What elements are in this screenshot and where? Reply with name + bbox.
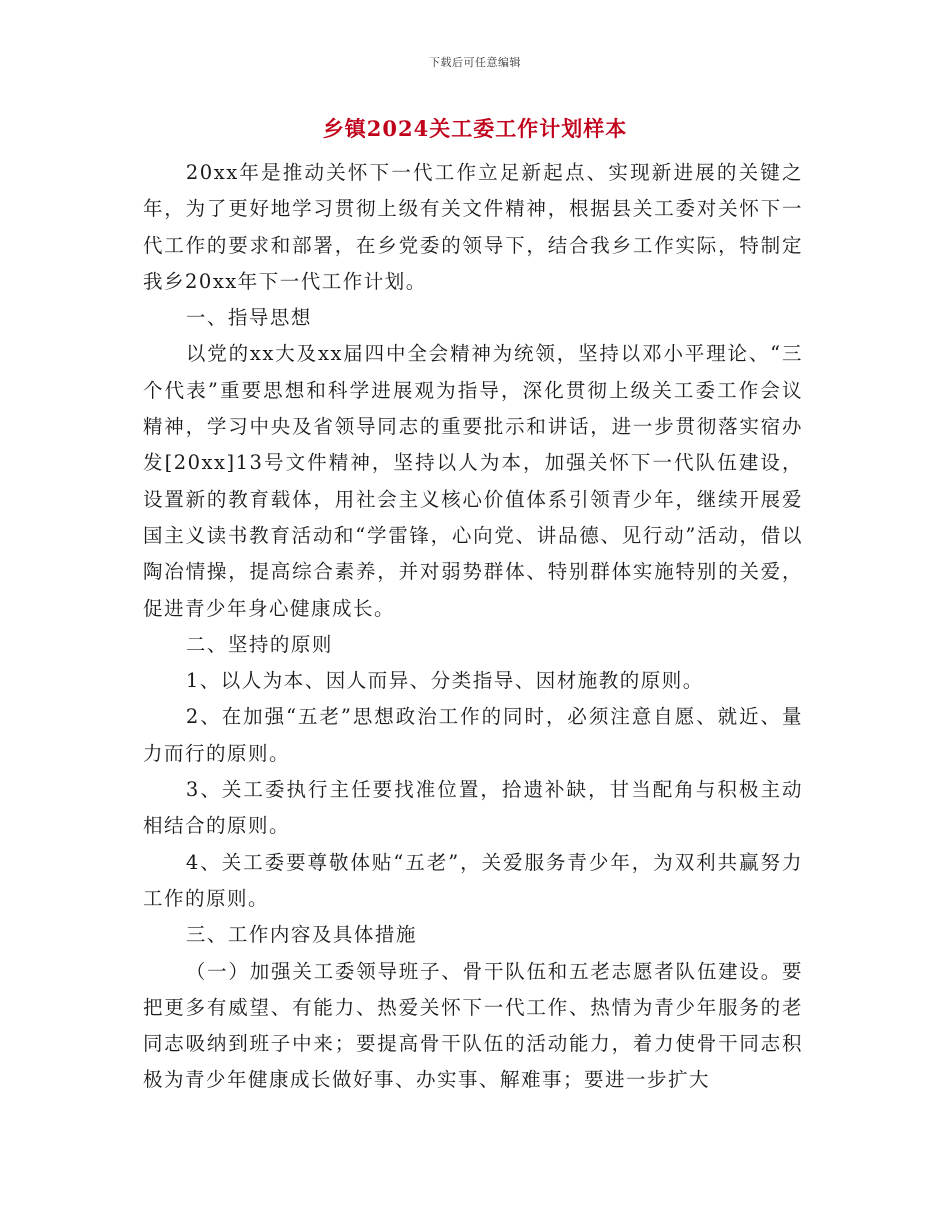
header-note: 下载后可任意编辑 bbox=[429, 56, 521, 69]
principle-item-1: 1、以人为本、因人而异、分类指导、因材施教的原则。 bbox=[185, 669, 704, 693]
section-heading-guiding-ideology: 一、指导思想 bbox=[185, 306, 312, 330]
document-title: 乡镇2024关工委工作计划样本 bbox=[322, 116, 628, 141]
section-heading-work-content: 三、工作内容及具体措施 bbox=[185, 923, 417, 947]
principle-item-2: 2、在加强“五老”思想政治工作的同时，必须注意自愿、就近、量力而行的原则。 bbox=[143, 705, 803, 765]
section-heading-principles: 二、坚持的原则 bbox=[185, 632, 333, 656]
principle-item-3: 3、关工委执行主任要找准位置，拾遗补缺，甘当配角与积极主动相结合的原则。 bbox=[143, 778, 803, 838]
intro-paragraph: 20xx年是推动关怀下一代工作立足新起点、实现新进展的关键之年，为了更好地学习贯彻上级有关文件精神，根据县关工委对关怀下一代工作的要求和部署，在乡党委的领导下，结合我乡工作实际，特制定我乡20xx年下一代工作计划。 bbox=[143, 161, 803, 293]
work-content-paragraph-1: （一）加强关工委领导班子、骨干队伍和五老志愿者队伍建设。要把更多有威望、有能力、热爱关怀下一代工作、热情为青少年服务的老同志吸纳到班子中来；要提高骨干队伍的活动能力，着力使骨干同志积极为青少年健康成长做好事、办实事、解难事；要进一步扩大 bbox=[143, 959, 803, 1092]
guiding-ideology-paragraph: 以党的xx大及xx届四中全会精神为统领，坚持以邓小平理论、“三个代表”重要思想和科学进展观为指导，深化贯彻上级关工委工作会议精神，学习中央及省领导同志的重要批示和讲话，进一步贯彻落实宿办发[20xx]13号文件精神，坚持以人为本，加强关怀下一代队伍建设，设置新的教育载体，用社会主义核心价值体系引领青少年，继续开展爱国主义读书教育活动和“学雷锋，心向党、讲品德、见行动”活动，借以陶冶情操，提高综合素养，并对弱势群体、特别群体实施特别的关爱，促进青少年身心健康成长。 bbox=[143, 342, 803, 620]
document-body bbox=[143, 155, 803, 1099]
principle-item-4: 4、关工委要尊敬体贴“五老”，关爱服务青少年，为双利共赢努力工作的原则。 bbox=[143, 850, 803, 910]
